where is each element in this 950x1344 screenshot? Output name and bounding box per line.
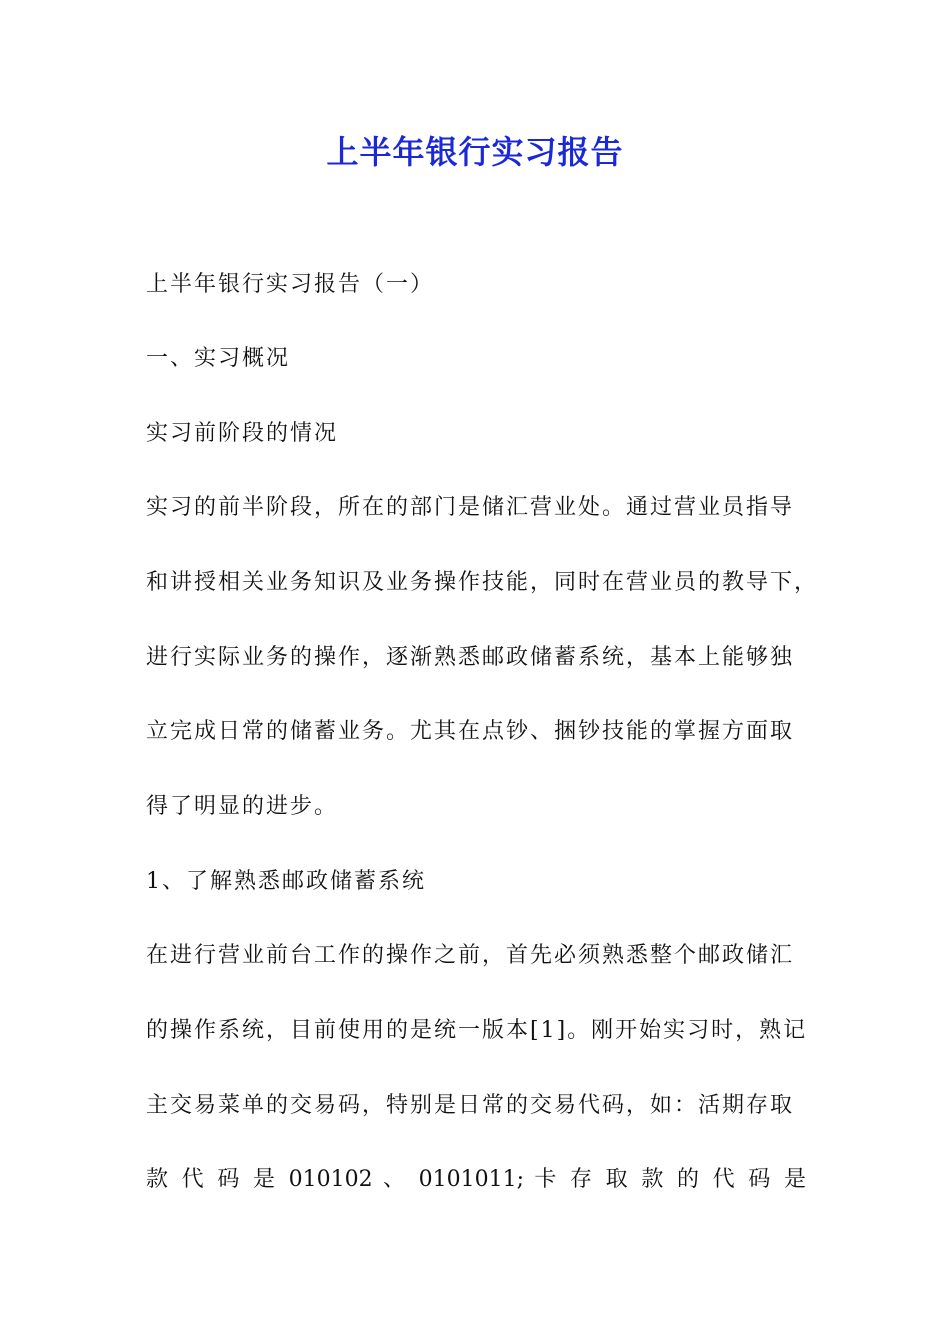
section-heading: 上半年银行实习报告（一） — [146, 272, 435, 297]
paragraph-line: 和讲授相关业务知识及业务操作技能，同时在营业员的教导下， — [146, 570, 819, 595]
paragraph-line: 的操作系统，目前使用的是统一版本[1]。刚开始实习时，熟记 — [146, 1018, 808, 1043]
paragraph-line: 得了明显的进步。 — [146, 794, 339, 819]
paragraph-line: 主交易菜单的交易码，特别是日常的交易代码，如：活期存取 — [146, 1093, 795, 1118]
paragraph-line: 立完成日常的储蓄业务。尤其在点钞、捆钞技能的掌握方面取 — [146, 719, 795, 744]
paragraph-line: 进行实际业务的操作，逐渐熟悉邮政储蓄系统，基本上能够独 — [146, 645, 795, 670]
paragraph-line: 款 代 码 是 010102 、 0101011; 卡 存 取 款 的 代 码 是 — [146, 1167, 806, 1192]
paragraph-line: 实习的前半阶段，所在的部门是储汇营业处。通过营业员指导 — [146, 495, 795, 520]
subsection-heading: 1、了解熟悉邮政储蓄系统 — [146, 869, 426, 894]
subsection-heading: 一、实习概况 — [146, 346, 291, 371]
paragraph-heading: 实习前阶段的情况 — [146, 421, 339, 446]
document-title: 上半年银行实习报告 — [326, 133, 624, 171]
paragraph-line: 在进行营业前台工作的操作之前，首先必须熟悉整个邮政储汇 — [146, 943, 795, 968]
